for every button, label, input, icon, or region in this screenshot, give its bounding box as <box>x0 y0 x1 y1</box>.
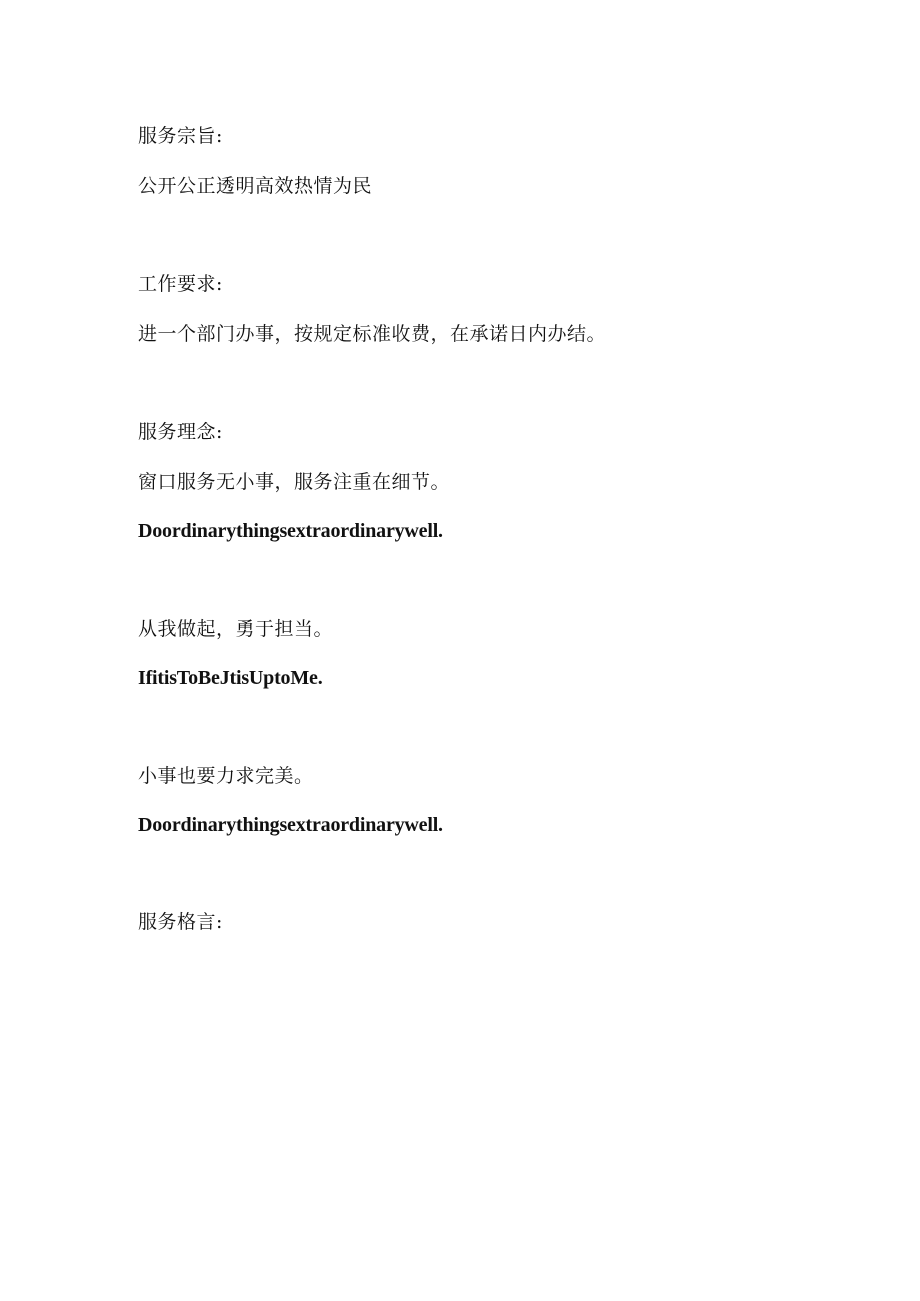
work-requirements-text: 进一个部门办事，按规定标准收费，在承诺日内办结。 <box>138 323 607 345</box>
service-concept-english: Doordinarythingsextraordinarywell. <box>138 520 443 542</box>
service-concept-text: 窗口服务无小事，服务注重在细节。 <box>138 471 451 493</box>
responsibility-english: IfitisToBeJtisUptoMe. <box>138 667 323 689</box>
responsibility-text: 从我做起，勇于担当。 <box>138 618 334 640</box>
work-requirements-heading: 工作要求: <box>138 273 223 295</box>
service-purpose-heading: 服务宗旨: <box>138 125 223 147</box>
service-purpose-text: 公开公正透明高效热情为民 <box>138 175 373 197</box>
service-concept-heading: 服务理念: <box>138 421 223 443</box>
service-motto-heading: 服务格言: <box>138 911 223 933</box>
perfection-text: 小事也要力求完美。 <box>138 765 314 787</box>
perfection-english: Doordinarythingsextraordinarywell. <box>138 814 443 836</box>
